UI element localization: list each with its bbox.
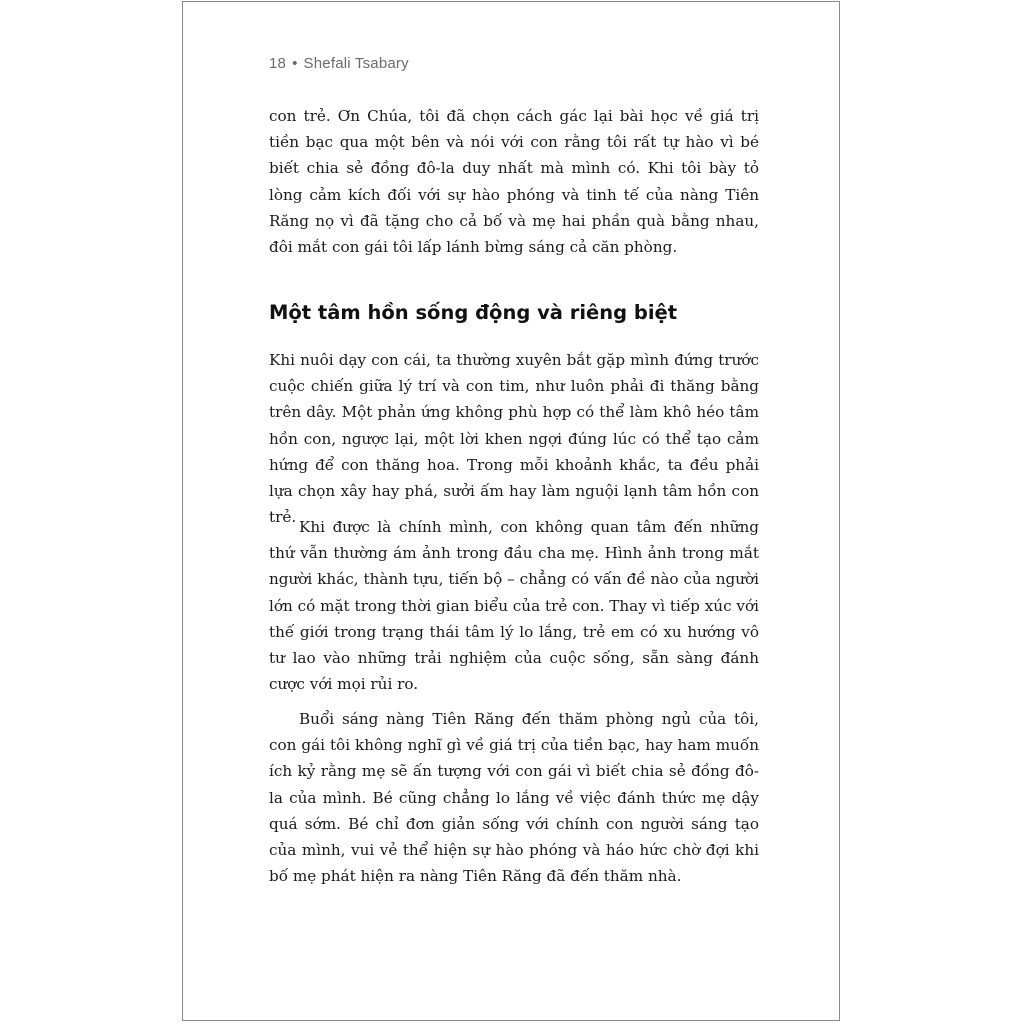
paragraph-2: Khi được là chính mình, con không quan tâm đến những thứ vẫn thường ám ảnh trong đầu cha mẹ. Hình ảnh trong mắt người khác, thành tựu, tiến bộ – chẳng có vấn đề nào của người lớn có mặt trong thời gian biểu của trẻ con. Thay vì tiếp xúc với thế giới trong trạng thái tâm lý lo lắng, trẻ em có xu hướng vô tư lao vào những trải nghiệm của cuộc sống, sẵn sàng đánh cược với mọi rủi ro.	[269, 518, 759, 694]
author-name: Shefali Tsabary	[303, 55, 409, 72]
section-heading: Một tâm hồn sống động và riêng biệt	[269, 301, 678, 324]
paragraph-1: Khi nuôi dạy con cái, ta thường xuyên bắt gặp mình đứng trước cuộc chiến giữa lý trí và con tim, như luôn phải đi thăng bằng trên dây. Một phản ứng không phù hợp có thể làm khô héo tâm hồn con, ngược lại, một lời khen ngợi đúng lúc có thể tạo cảm hứng để con thăng hoa. Trong mỗi khoảnh khắc, ta đều phải lựa chọn xây hay phá, sưởi ấm hay làm nguội lạnh tâm hồn con trẻ.	[269, 351, 759, 527]
book-page	[182, 1, 840, 1021]
paragraph-3: Buổi sáng nàng Tiên Răng đến thăm phòng ngủ của tôi, con gái tôi không nghĩ gì về giá trị của tiền bạc, hay ham muốn ích kỷ rằng mẹ sẽ ấn tượng với con gái vì biết chia sẻ đồng đô-la của mình. Bé cũng chẳng lo lắng về việc đánh thức mẹ dậy quá sớm. Bé chỉ đơn giản sống với chính con người sáng tạo của mình, vui vẻ thể hiện sự hào phóng và háo hức chờ đợi khi bố mẹ phát hiện ra nàng Tiên Răng đã đến thăm nhà.	[269, 710, 759, 886]
running-header	[269, 55, 409, 72]
header-separator: •	[292, 55, 298, 72]
page-number: 18	[269, 55, 287, 72]
paragraph-continued: con trẻ. Ơn Chúa, tôi đã chọn cách gác lại bài học về giá trị tiền bạc qua một bên và nói với con rằng tôi rất tự hào vì bé biết chia sẻ đồng đô-la duy nhất mà mình có. Khi tôi bày tỏ lòng cảm kích đối với sự hào phóng và tinh tế của nàng Tiên Răng nọ vì đã tặng cho cả bố và mẹ hai phần quà bằng nhau, đôi mắt con gái tôi lấp lánh bừng sáng cả căn phòng.	[269, 107, 759, 257]
